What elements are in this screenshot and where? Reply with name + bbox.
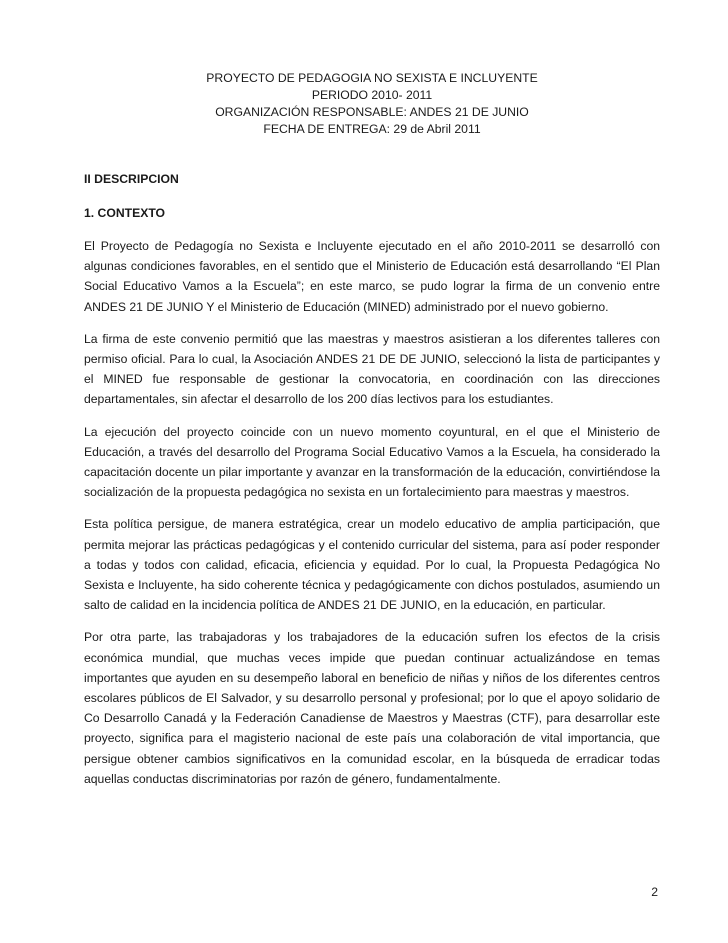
section-title: II DESCRIPCION xyxy=(84,172,179,186)
page-number: 2 xyxy=(651,885,658,899)
paragraph-4: Esta política persigue, de manera estratégica, crear un modelo educativo de amplia participación, que permita mejorar las prácticas pedagógicas y el contenido curricular del sistema, para así poder responder a todas y todos con calidad, eficacia, eficiencia y equidad. Por lo cual, la Propuesta Pedagógica No Sexista e Incluyente, ha sido coherente técnica y pedagógicamente con dichos postulados, asumiendo un salto de calidad en la incidencia política de ANDES 21 DE JUNIO, en la educación, en particular. xyxy=(84,517,660,613)
paragraph-1: El Proyecto de Pedagogía no Sexista e Incluyente ejecutado en el año 2010-2011 se desarrolló con algunas condiciones favorables, en el sentido que el Ministerio de Educación está desarrollando “El Plan Social Educativo Vamos a la Escuela”; en este marco, se pudo lograr la firma de un convenio entre ANDES 21 DE JUNIO Y el Ministerio de Educación (MINED) administrado por el nuevo gobierno. xyxy=(84,239,660,314)
paragraph-5: Por otra parte, las trabajadoras y los trabajadores de la educación sufren los efectos de la crisis económica mundial, que muchas veces impide que puedan continuar actualizándose en temas importantes que ayuden en su desempeño laboral en beneficio de niñas y niños de los diferentes centros escolares públicos de El Salvador, y su desarrollo personal y profesional; por lo que el apoyo solidario de Co Desarrollo Canadá y la Federación Canadiense de Maestros y Maestras (CTF), para desarrollar este proyecto, significa para el magisterio nacional de este país una colaboración de vital importancia, que persigue obtener cambios significativos en la comunidad escolar, en la búsqueda de erradicar todas aquellas conductas discriminatorias por razón de género, fundamentalmente. xyxy=(84,630,660,786)
project-period: PERIODO 2010- 2011 xyxy=(311,88,433,102)
subsection-title: 1. CONTEXTO xyxy=(84,206,166,220)
paragraph-3: La ejecución del proyecto coincide con un nuevo momento coyuntural, en el que el Ministerio de Educación, a través del desarrollo del Programa Social Educativo Vamos a la Escuela, ha considerado la capacitación docente un pilar importante y avanzar en la transformación de la educación, convirtiéndose la socialización de la propuesta pedagógica no sexista en un fortalecimiento para maestras y maestros. xyxy=(84,424,660,500)
project-title: PROYECTO DE PEDAGOGIA NO SEXISTA E INCLUYENTE xyxy=(206,71,538,85)
delivery-date: FECHA DE ENTREGA: 29 de Abril 2011 xyxy=(263,122,481,136)
responsible-organization: ORGANIZACIÓN RESPONSABLE: ANDES 21 DE JUNIO xyxy=(215,105,529,119)
document-header xyxy=(84,70,660,138)
paragraph-2: La firma de este convenio permitió que las maestras y maestros asistieran a los diferentes talleres con permiso oficial. Para lo cual, la Asociación ANDES 21 DE DE JUNIO, seleccionó la lista de participantes y el MINED fue responsable de gestionar la convocatoria, en coordinación con las direcciones departamentales, sin afectar el desarrollo de los 200 días lectivos para los estudiantes. xyxy=(84,331,660,407)
document-body xyxy=(84,236,660,801)
